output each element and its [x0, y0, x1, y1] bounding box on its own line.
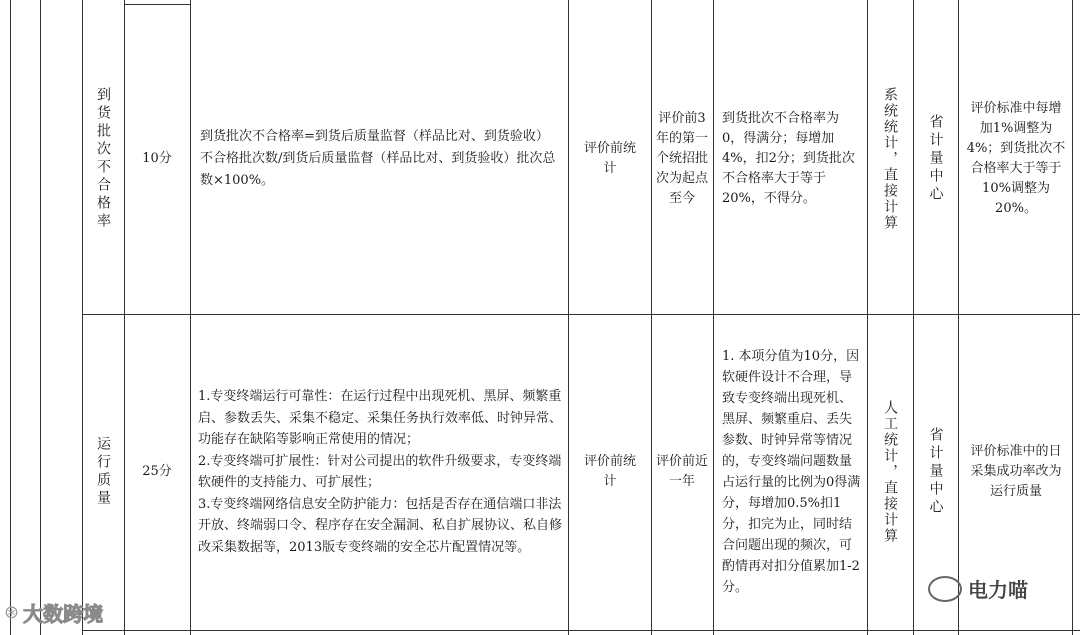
method-text: 系统统计，直接计算	[882, 87, 898, 231]
table-row-2-indicator	[82, 314, 124, 630]
watermark-right	[928, 574, 1028, 603]
period-text: 评价前3年的第一个统招批次为起点至今	[656, 111, 709, 206]
grid-line	[713, 0, 714, 635]
table-row-1-eval-time	[580, 4, 640, 314]
watermark-left	[4, 598, 103, 627]
score-value: 10分	[142, 151, 172, 166]
table-row-1-remark	[966, 4, 1066, 314]
grid-line	[958, 0, 959, 635]
table-row-1-definition	[200, 4, 560, 314]
grid-line	[190, 0, 191, 635]
indicator-name: 到货批次不合格率	[95, 87, 111, 231]
table-row-1-owner	[913, 4, 958, 314]
indicator-name: 运行质量	[95, 436, 111, 508]
owner-text: 省计量中心	[927, 427, 944, 517]
table-row-1-method	[867, 4, 913, 314]
table-row-1-period	[656, 4, 708, 314]
table-row-1-scoring	[722, 4, 860, 314]
definition-line: 3.专变终端网络信息安全防护能力：包括是否存在通信端口非法开放、终端弱口令、程序存在安全漏洞、私自扩展协议、私自修改采集数据等，2013版专变终端的安全芯片配置情况等。	[198, 496, 563, 555]
table-row-1-indicator	[82, 4, 124, 314]
remark-text: 评价标准中的日采集成功率改为运行质量	[970, 444, 1062, 499]
table-row-2-definition	[198, 314, 564, 630]
grid-line	[651, 0, 652, 635]
period-text: 评价前近一年	[656, 454, 709, 489]
chat-bubble-icon	[928, 576, 962, 602]
definition-text: 到货批次不合格率=到货后质量监督（样品比对、到货验收）不合格批次数/到货后质量监督（样品比对、到货验收）批次总数×100%。	[200, 129, 556, 188]
table-row-2-scoring	[722, 314, 862, 630]
table-row-2-method	[867, 314, 913, 630]
grid-line	[10, 0, 11, 635]
eval-time-text: 评价前统计	[583, 141, 636, 176]
owner-text: 省计量中心	[927, 114, 944, 204]
logo-icon: ⊛	[4, 602, 20, 623]
table-row-2-eval-time	[580, 314, 640, 630]
eval-time-text: 评价前统计	[583, 454, 636, 489]
method-text: 人工统计，直接计算	[882, 400, 898, 544]
score-value: 25分	[142, 464, 172, 479]
grid-line	[40, 0, 41, 635]
table-row-2-period	[656, 314, 708, 630]
grid-line	[568, 0, 569, 635]
definition-line: 2.专变终端可扩展性：针对公司提出的软件升级要求，专变终端软硬件的支持能力、可扩展性；	[198, 453, 562, 490]
definition-line: 1.专变终端运行可靠性：在运行过程中出现死机、黑屏、频繁重启、参数丢失、采集不稳定、采集任务执行效率低、时钟异常、功能存在缺陷等影响正常使用的情况；	[198, 389, 563, 447]
table-row-1-score	[124, 4, 190, 314]
grid-line	[82, 630, 1080, 631]
grid-line	[1072, 0, 1073, 635]
table-row-2-score	[124, 314, 190, 630]
scoring-text: 1. 本项分值为10分，因软硬件设计不合理，导致专变终端出现死机、黑屏、频繁重启、丢失参数、时钟异常等情况的，专变终端问题数量占运行量的比例为0得满分，每增加0.5%扣1分，扣完为止，同时结合问题出现的频次，可酌情再对扣分值累加1-2分。	[722, 349, 861, 595]
scoring-text: 到货批次不合格率为0，得满分；每增加4%，扣2分；到货批次不合格率大于等于20%，不得分。	[722, 111, 855, 206]
watermark-right-text: 电力喵	[968, 578, 1028, 602]
watermark-left-text: 大数跨境	[23, 602, 104, 626]
remark-text: 评价标准中每增加1%调整为4%；到货批次不合格率大于等于10%调整为20%。	[966, 101, 1066, 216]
